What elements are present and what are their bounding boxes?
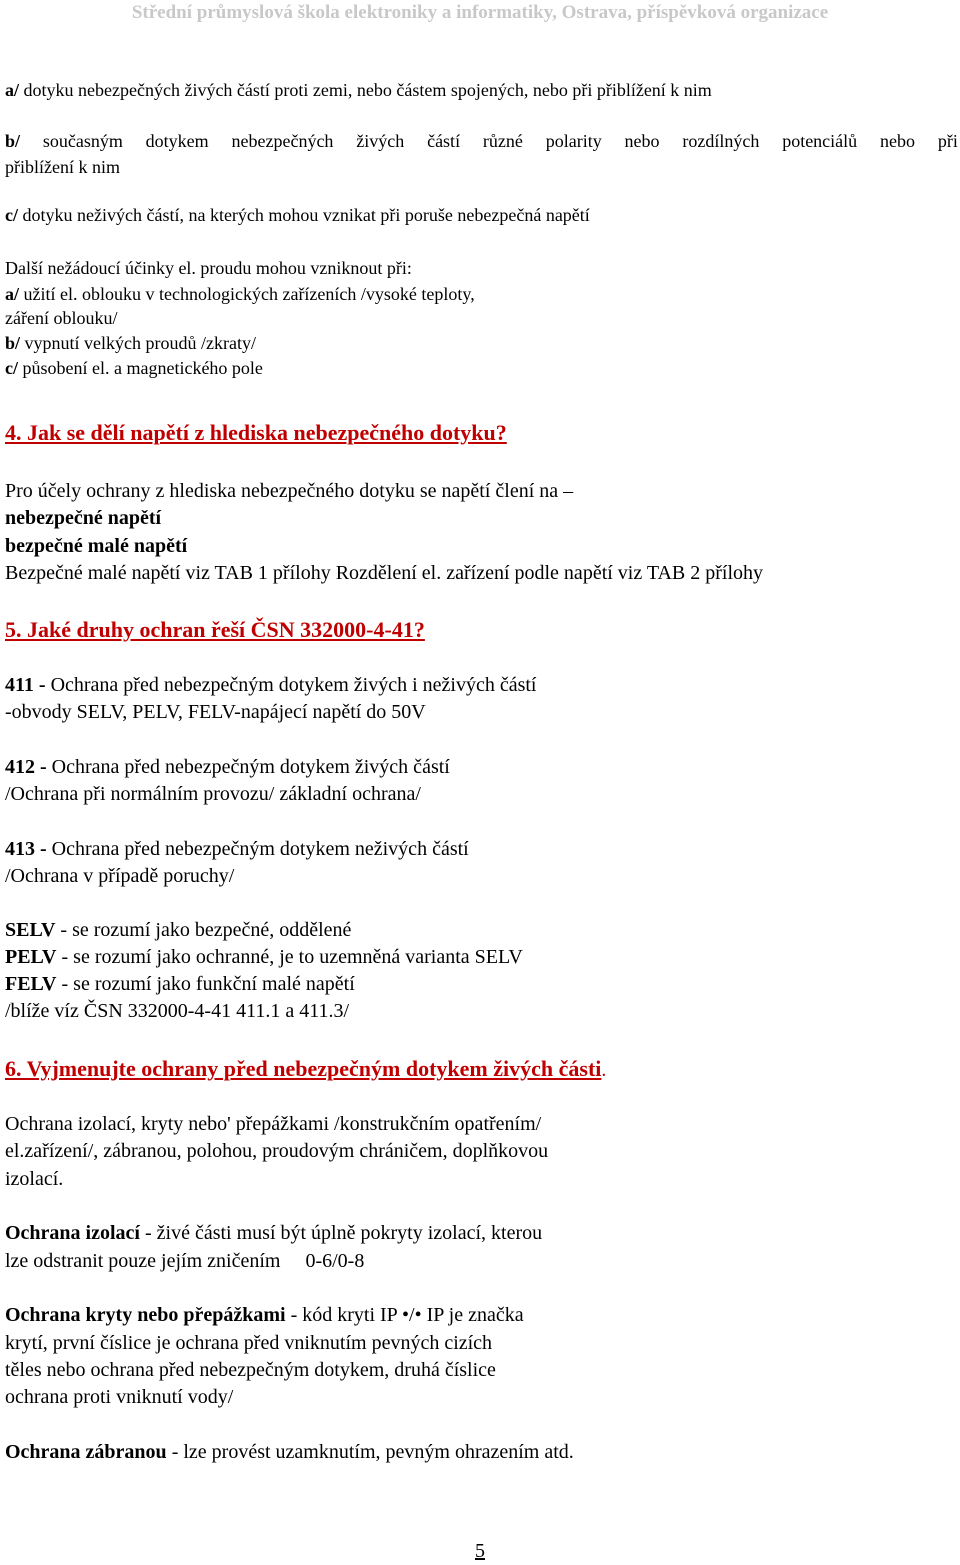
text-line: /Ochrana při normálním provozu/ základní ochrana/ [5,783,421,805]
text-line [5,1222,542,1245]
question-heading: 5. Jaké druhy ochran řeší ČSN 332000-4-41? [5,617,425,642]
text-line [5,284,475,305]
item-marker: b/ [5,333,21,353]
question-heading-line [5,1056,606,1082]
term: SELV [5,919,56,941]
term: Ochrana zábranou [5,1441,167,1463]
section-code: 413 - [5,838,47,860]
page-number: 5 [475,1540,485,1562]
question-heading: 4. Jak se dělí napětí z hlediska nebezpečného dotyku? [5,420,507,445]
text-line [5,358,263,379]
word: živých [356,131,405,151]
text-line: /blíže víz ČSN 332000-4-41 411.1 a 411.3/ [5,1000,350,1022]
line-text: užití el. oblouku v technologických zařízeních /vysoké teploty, [19,284,475,304]
text-line: přiblížení k nim [5,157,120,177]
word: nebo [880,131,915,151]
text-line: Ochrana izolací, kryty nebo' přepážkami /konstrukčním opatřením/ [5,1113,542,1135]
line-text: - lze provést uzamknutím, pevným ohrazením atd. [166,1441,574,1463]
text-line [5,756,450,779]
item-marker: c/ [5,205,18,225]
text-line [5,1441,574,1464]
word: dotykem [145,131,209,151]
line-text: dotyku nebezpečných živých částí proti zemi, nebo částem spojených, nebo při přiblížení k nim [19,80,712,100]
item-marker: c/ [5,358,18,378]
word: polarity [545,131,602,151]
line-text: Ochrana před nebezpečným dotykem neživých částí [46,838,469,860]
text-line: nebezpečné napětí [5,507,162,529]
item-marker: b/ [5,131,21,151]
section-code: 411 - [5,674,46,696]
heading-period: . [601,1059,607,1081]
text-line: Pro účely ochrany z hlediska nebezpečného dotyku se napětí člení na – [5,480,574,502]
text-line [5,205,590,226]
word: částí [427,131,461,151]
term: FELV [5,973,57,995]
term: Ochrana kryty nebo přepážkami [5,1304,286,1326]
text-line [5,919,351,942]
text-line: krytí, první číslice je ochrana před vniknutím pevných cizích [5,1332,493,1354]
word: při [937,131,958,151]
text-line [5,1304,524,1327]
line-text: vypnutí velkých proudů /zkraty/ [20,333,256,353]
question-heading: 6. Vyjmenujte ochrany před nebezpečným dotykem živých části [5,1056,602,1081]
word: současným [42,131,123,151]
word: nebo [624,131,660,151]
text-line: těles nebo ochrana před nebezpečným dotykem, druhá číslice [5,1359,496,1381]
text-line [5,333,256,354]
text-line: /Ochrana v případě poruchy/ [5,865,235,887]
word: potenciálů [782,131,858,151]
section-code: 412 - [5,756,47,778]
text-line [5,973,355,996]
text-line: izolací. [5,1168,64,1190]
item-marker: a/ [5,80,20,100]
text-line [5,674,536,697]
text-line [5,80,712,101]
line-text: Ochrana před nebezpečným dotykem živých částí [46,756,450,778]
text-line: záření oblouku/ [5,308,118,328]
word: nebezpečných [231,131,334,151]
term: PELV [5,946,57,968]
item-marker: a/ [5,284,20,304]
justified-line [5,131,958,152]
line-text: - se rozumí jako funkční malé napětí [56,973,355,995]
term: Ochrana izolací [5,1222,140,1244]
text-line: el.zařízení/, zábranou, polohou, proudovým chráničem, doplňkovou [5,1140,549,1162]
text-line: Další nežádoucí účinky el. proudu mohou vzniknout při: [5,258,412,278]
line-text: působení el. a magnetického pole [18,358,263,378]
word: různé [482,131,523,151]
text-line: lze odstranit pouze jejím zničením 0-6/0-8 [5,1250,365,1272]
line-text: - se rozumí jako ochranné, je to uzemněná varianta SELV [56,946,523,968]
text-line: ochrana proti vniknutí vody/ [5,1386,234,1408]
text-line [5,946,523,969]
word: rozdílných [682,131,760,151]
line-text: - kód kryti IP •/• IP je značka [285,1304,524,1326]
text-line [5,838,469,861]
page-header: Střední průmyslová škola elektroniky a informatiky, Ostrava, příspěvková organizace [131,2,829,23]
line-text: - živé části musí být úplně pokryty izolací, kterou [139,1222,543,1244]
line-text: dotyku neživých částí, na kterých mohou vznikat při poruše nebezpečná napětí [18,205,590,225]
text-line: -obvody SELV, PELV, FELV-napájecí napětí do 50V [5,701,426,723]
text-line: bezpečné malé napětí [5,535,188,557]
line-text: Ochrana před nebezpečným dotykem živých i neživých částí [45,674,537,696]
text-line: Bezpečné malé napětí viz TAB 1 přílohy Rozdělení el. zařízení podle napětí viz TAB 2 přílohy [5,562,764,584]
line-text: - se rozumí jako bezpečné, oddělené [55,919,352,941]
